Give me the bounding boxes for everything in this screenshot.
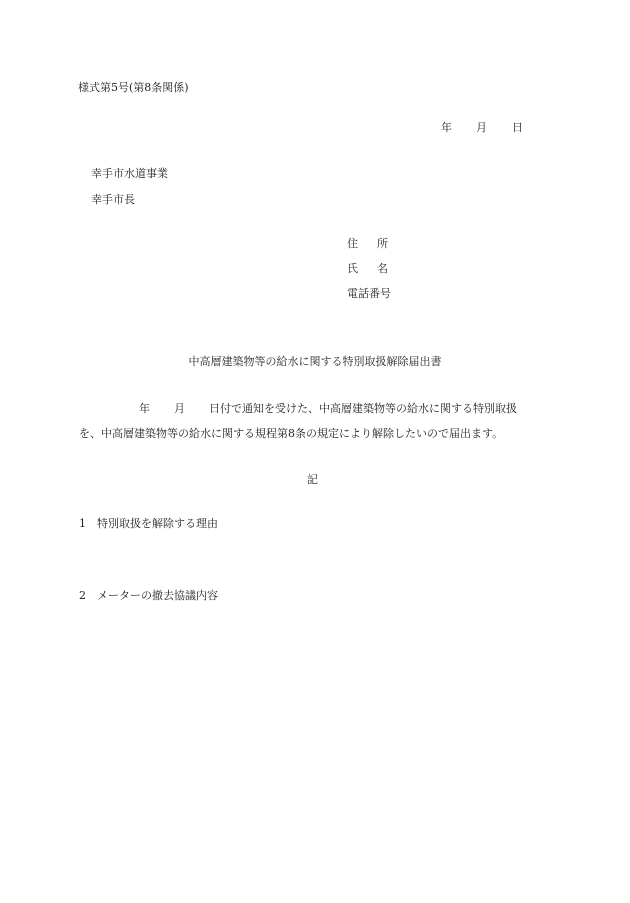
item-number: 2 — [79, 589, 86, 602]
body-line-1-text: 日付で通知を受けた、中高層建築物等の給水に関する特別取扱 — [209, 402, 517, 415]
date-year-label: 年 — [441, 121, 452, 134]
list-item — [79, 517, 218, 531]
body-month-label: 月 — [174, 402, 185, 415]
document-title: 中高層建築物等の給水に関する特別取扱解除届出書 — [188, 355, 442, 368]
body-year-label: 年 — [139, 402, 150, 415]
ki-heading: 記 — [307, 473, 318, 486]
applicant-address-label: 住所 — [347, 237, 407, 250]
item-text: メーターの撤去協議内容 — [97, 589, 218, 602]
body-line-1 — [139, 402, 517, 416]
addressee-organization: 幸手市水道事業 — [91, 167, 168, 180]
applicant-phone-label: 電話番号 — [347, 287, 391, 300]
form-number: 様式第5号(第8条関係) — [78, 81, 189, 94]
date-month-label: 月 — [476, 121, 487, 134]
item-text: 特別取扱を解除する理由 — [97, 517, 218, 530]
date-day-label: 日 — [512, 121, 523, 134]
list-item — [79, 589, 218, 603]
applicant-name-label: 氏名 — [347, 262, 407, 275]
body-line-2: を、中高層建築物等の給水に関する規程第8条の規定により解除したいので届出ます。 — [79, 427, 504, 440]
addressee-mayor: 幸手市長 — [91, 193, 135, 206]
item-number: 1 — [79, 517, 86, 530]
